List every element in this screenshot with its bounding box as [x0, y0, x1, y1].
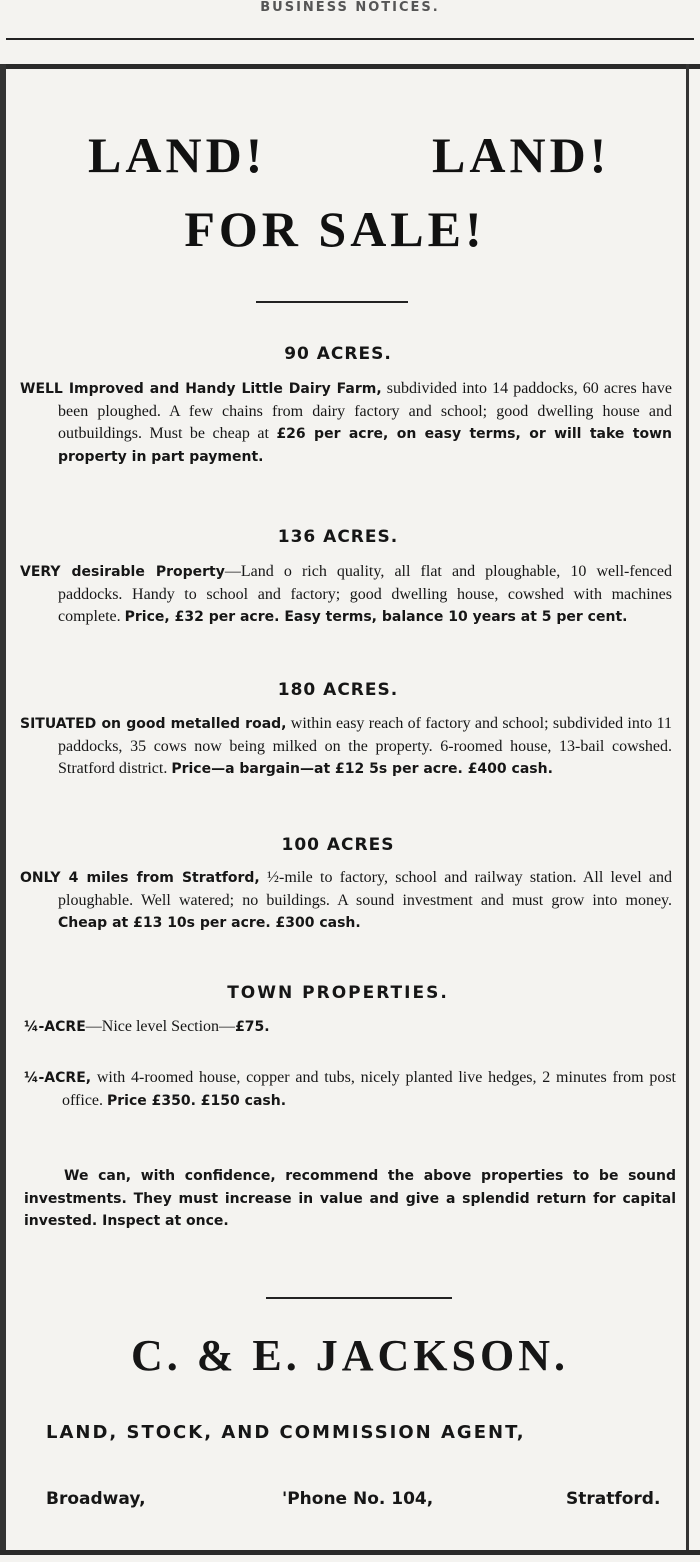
listing-title-100-acres: 100 ACRES: [281, 835, 395, 855]
ad-border-bottom: [0, 1550, 700, 1555]
listing-text: subdivided into 14 paddocks, 60 acres have been ploughed. A few chains from dairy factory and school; good dwelling house and outbuildings. Must be cheap at: [58, 380, 672, 442]
headline-land-right: LAND!: [432, 127, 611, 183]
listing-body-136-acres: [20, 561, 672, 629]
header-rule: [6, 38, 694, 40]
headline-for-sale: FOR SALE!: [184, 201, 486, 257]
listing-price: £26 per acre, on easy terms, or will take town property in part payment.: [58, 426, 672, 465]
company-street: Broadway,: [46, 1489, 146, 1509]
listing-body-180-acres: [20, 713, 672, 781]
town-price: Price £350. £150 cash.: [107, 1092, 287, 1109]
company-town: Stratford.: [566, 1489, 661, 1509]
listing-lead: VERY desirable Property: [20, 564, 225, 580]
listing-title-90-acres: 90 ACRES.: [284, 344, 392, 364]
company-role: LAND, STOCK, AND COMMISSION AGENT,: [46, 1422, 526, 1443]
town-properties-title: TOWN PROPERTIES.: [227, 983, 449, 1003]
listing-text: within easy reach of factory and school; subdivided into 11 paddocks, 35 cows now being milked on the property. 6-roomed house, 13-bail cowshed. Stratford district.: [58, 715, 672, 777]
listing-body-100-acres: [20, 867, 672, 935]
divider-rule-2: [266, 1297, 452, 1299]
town-property-2: [24, 1067, 676, 1112]
listing-body-90-acres: [20, 378, 672, 468]
listing-lead: WELL Improved and Handy Little Dairy Farm,: [20, 381, 382, 397]
ad-border-top: [0, 64, 700, 69]
listing-title-136-acres: 136 ACRES.: [277, 527, 399, 547]
listing-price: Price—a bargain—at £12 5s per acre. £400 cash.: [171, 761, 553, 777]
town-text: with 4-roomed house, copper and tubs, nicely planted live hedges, 2 minutes from post office.: [62, 1069, 676, 1109]
closing-statement: We can, with confidence, recommend the above properties to be sound investments. They must increase in value and give a splendid return for capital invested. Inspect at once.: [24, 1168, 676, 1229]
town-price: £75.: [235, 1019, 270, 1035]
town-lead: ¼-ACRE: [24, 1019, 86, 1035]
listing-lead: ONLY 4 miles from Stratford,: [20, 870, 260, 886]
listing-title-180-acres: 180 ACRES.: [277, 680, 399, 700]
listing-price: Price, £32 per acre. Easy terms, balance 10 years at 5 per cent.: [124, 609, 628, 625]
section-header: BUSINESS NOTICES.: [260, 0, 440, 15]
town-property-1: [24, 1016, 676, 1039]
listing-lead: SITUATED on good metalled road,: [20, 716, 287, 732]
town-lead: ¼-ACRE,: [24, 1070, 92, 1086]
divider-rule: [256, 301, 408, 303]
headline-land-left: LAND!: [88, 127, 267, 183]
listing-text: —Land o rich quality, all flat and ploughable, 10 well-fenced paddocks. Handy to school and factory; good dwelling house, cowshed with machines complete.: [58, 563, 672, 625]
listing-price: Cheap at £13 10s per acre. £300 cash.: [58, 915, 361, 931]
listing-text: ½-mile to factory, school and railway station. All level and ploughable. Well watered; no buildings. A sound investment and must grow into money.: [58, 869, 672, 909]
company-name: C. & E. JACKSON.: [130, 1331, 570, 1380]
company-phone: 'Phone No. 104,: [282, 1489, 434, 1509]
town-text: —Nice level Section—: [85, 1018, 236, 1035]
